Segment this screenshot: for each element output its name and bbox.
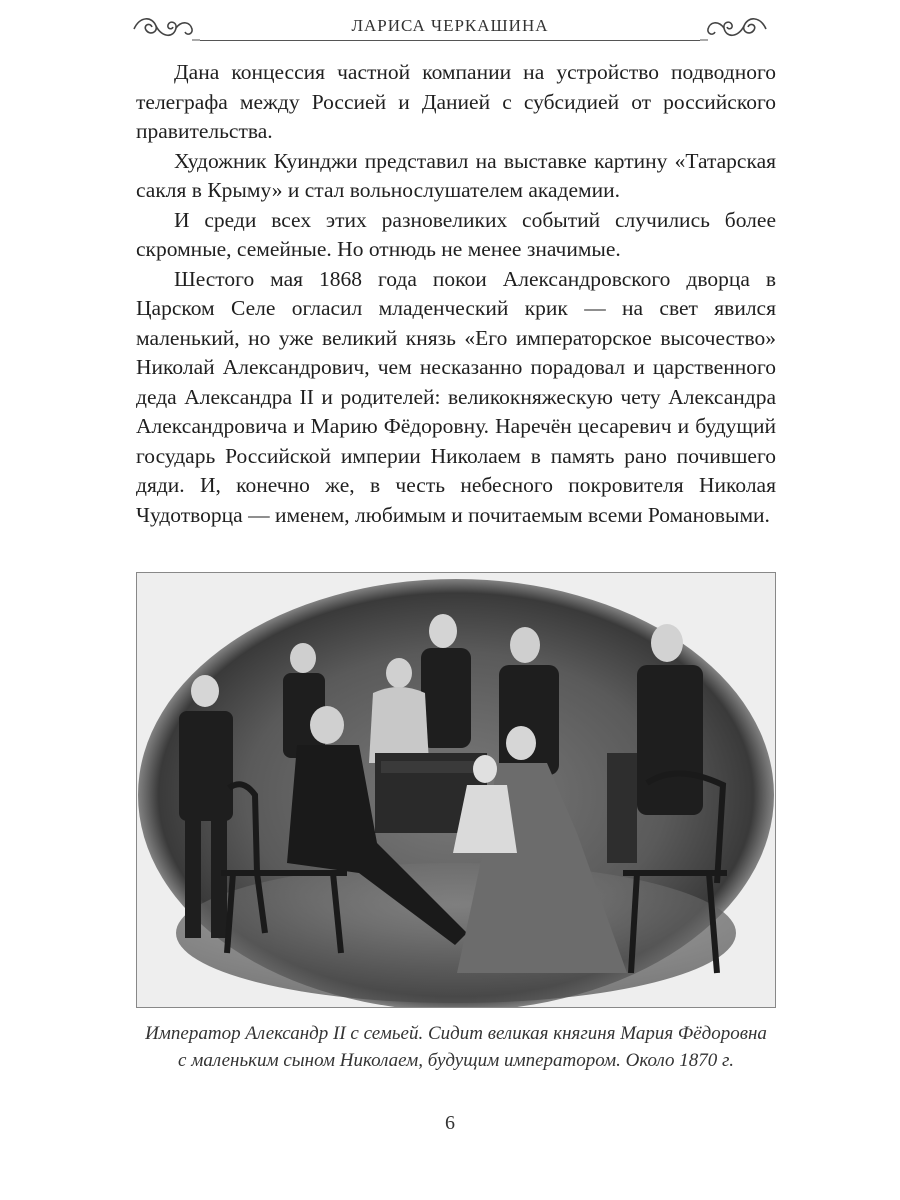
paragraph: Дана концессия частной компании на устройство подводного телеграфа между Россией и Данией с субсидией от российского правительства. <box>136 60 776 143</box>
ornament-right-icon <box>700 14 770 44</box>
paragraph: И среди всех этих разновеликих событий случились более скромные, семейные. Но отнюдь не менее значимые. <box>136 207 776 261</box>
paragraph: Художник Куинджи представил на выставке картину «Татарская сакля в Крыму» и стал вольнослушателем академии. <box>136 148 776 202</box>
header-rule <box>200 40 700 41</box>
running-header <box>130 8 770 44</box>
family-photograph <box>136 572 776 1008</box>
paragraph: Шестого мая 1868 года покои Александровского дворца в Царском Селе огласил младенческий крик — на свет явился маленький, но уже великий князь «Его императорское высочество» Николай Александрович, чем несказанно порадовал и царственного деда Александра II и родителей: великокняжескую чету Александра Александровича и Марию Фёдоровну. Наречён цесаревич и будущий государь Российской империи Николаем в память рано почившего дяди. И, конечно же, в честь небесного покровителя Николая Чудотворца — именем, любимым и почитаемым всеми Романовыми. <box>136 266 776 527</box>
figure-caption: Император Александр II с семьей. Сидит великая княгиня Мария Фёдоровна с маленьким сыном Николаем, будущим императором. Около 1870 г. <box>145 1023 767 1071</box>
page-number: 6 <box>445 1112 455 1134</box>
running-title: ЛАРИСА ЧЕРКАШИНА <box>351 16 549 35</box>
body-text <box>136 58 776 530</box>
